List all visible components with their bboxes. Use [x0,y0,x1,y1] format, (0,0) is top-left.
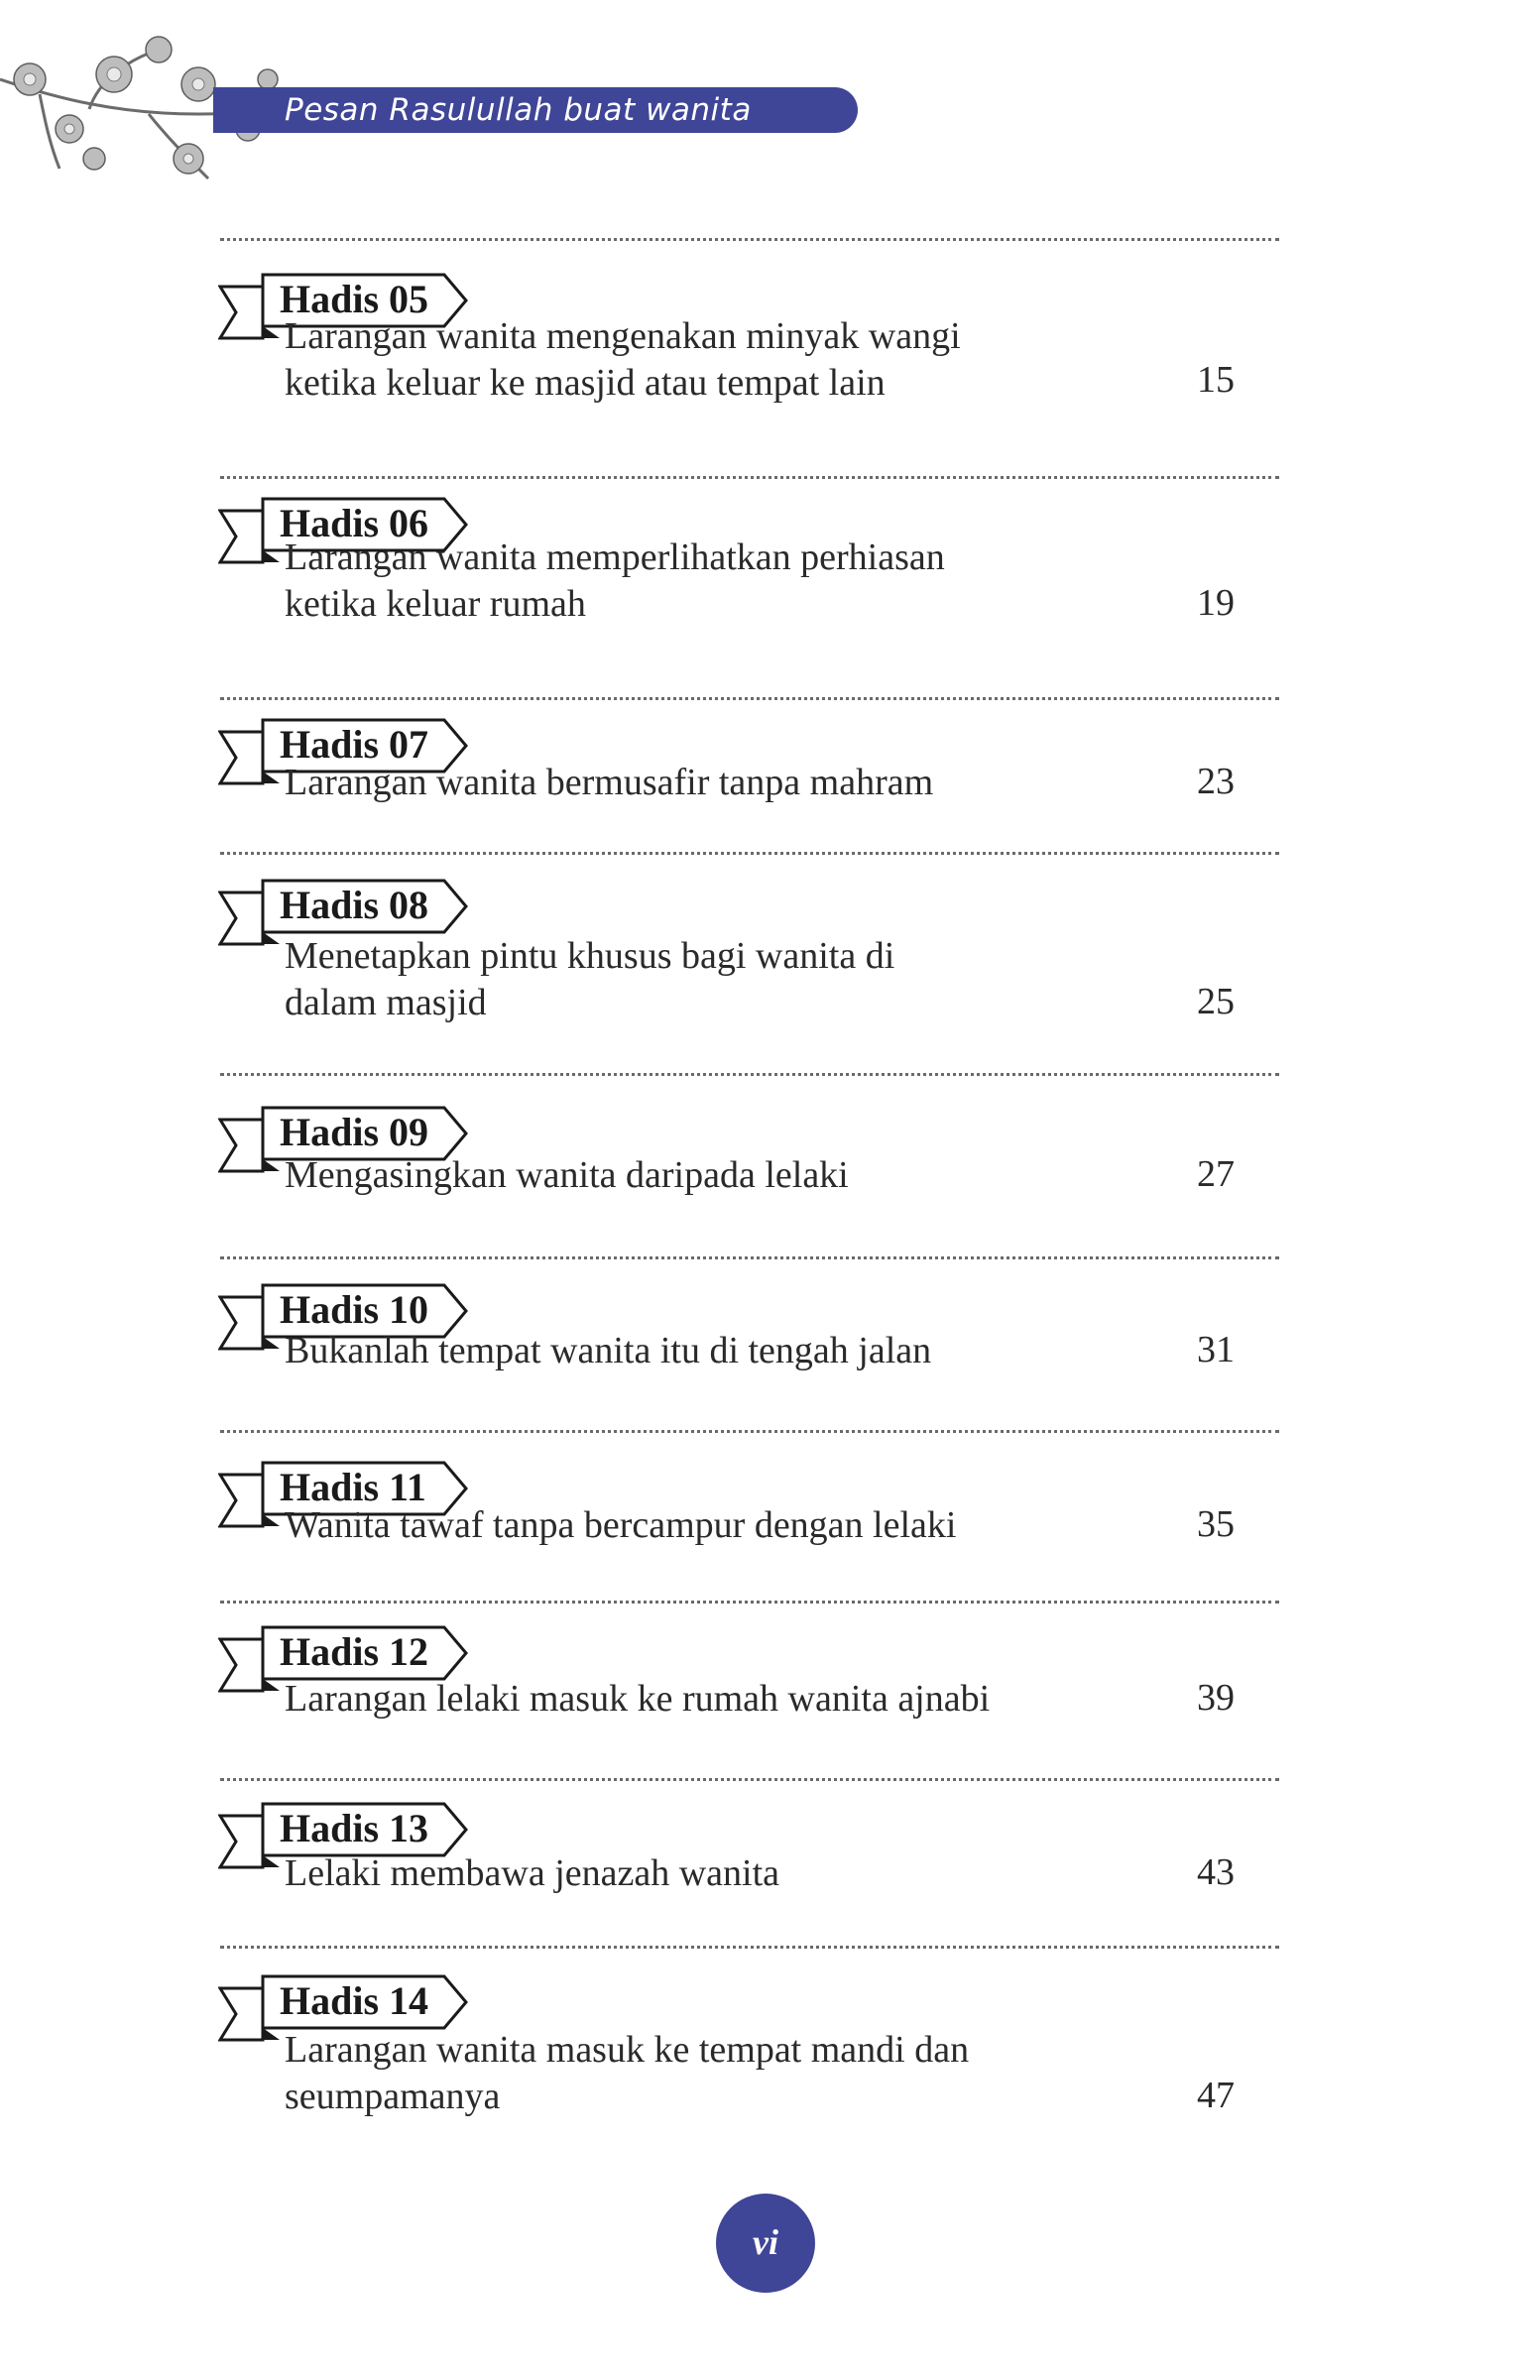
entry-description [285,313,1098,407]
dotted-divider [220,697,1279,700]
entry-description-line: ketika keluar ke masjid atau tempat lain [285,362,886,404]
entry-description-line: Bukanlah tempat wanita itu di tengah jalan [285,1330,932,1371]
entry-description [285,1676,1098,1723]
entry-description [285,2027,1098,2120]
entry-page-number[interactable]: 19 [1197,582,1235,624]
entry-description [285,1850,1098,1897]
hadis-label: Hadis 07 [280,722,429,767]
entry-description-line: Larangan wanita masuk ke tempat mandi dan [285,2029,970,2071]
dotted-divider [220,1073,1279,1076]
hadis-label-badge [218,1802,468,1857]
dotted-divider [220,1946,1279,1949]
hadis-label: Hadis 14 [280,1978,429,2023]
dotted-divider [220,1256,1279,1259]
hadis-label: Hadis 10 [280,1287,429,1332]
entry-page-number[interactable]: 15 [1197,359,1235,401]
entry-page-number[interactable]: 27 [1197,1153,1235,1195]
entry-description-line: dalam masjid [285,982,487,1023]
entry-description-line: seumpamanya [285,2076,501,2117]
entry-description [285,1502,1098,1549]
entry-page-number[interactable]: 25 [1197,981,1235,1022]
hadis-label: Hadis 13 [280,1806,429,1850]
entry-description-line: Larangan wanita bermusafir tanpa mahram [285,762,934,803]
dotted-divider [220,1778,1279,1781]
entry-description [285,760,1098,806]
hadis-label: Hadis 05 [280,277,429,321]
entry-page-number[interactable]: 23 [1197,761,1235,802]
entry-page-number[interactable]: 39 [1197,1677,1235,1719]
hadis-label-badge [218,1625,468,1681]
entry-description-line: Lelaki membawa jenazah wanita [285,1852,780,1894]
entry-page-number[interactable]: 47 [1197,2075,1235,2116]
hadis-label-badge [218,1974,468,2030]
entry-description-line: Menetapkan pintu khusus bagi wanita di [285,935,895,977]
entry-description-line: Wanita tawaf tanpa bercampur dengan lelaki [285,1504,957,1546]
hadis-label: Hadis 08 [280,883,429,927]
dotted-divider [220,476,1279,479]
page-number: vi [753,2222,778,2262]
dotted-divider [220,1430,1279,1433]
entry-description [285,535,1098,628]
entry-description [285,1328,1098,1374]
entry-description-line: Mengasingkan wanita daripada lelaki [285,1154,849,1196]
entry-description-line: Larangan wanita memperlihatkan perhiasan [285,536,945,578]
dotted-divider [220,852,1279,855]
page-number-badge [716,2194,815,2293]
dotted-divider [220,238,1279,241]
entry-description-line: ketika keluar rumah [285,583,586,625]
entry-page-number[interactable]: 31 [1197,1329,1235,1370]
running-title: Pesan Rasulullah buat wanita [285,92,752,128]
hadis-label: Hadis 12 [280,1629,429,1674]
entry-description-line: Larangan lelaki masuk ke rumah wanita ajnabi [285,1678,991,1720]
hadis-label: Hadis 11 [280,1465,426,1509]
entry-description [285,1152,1098,1199]
entry-page-number[interactable]: 43 [1197,1851,1235,1893]
entry-page-number[interactable]: 35 [1197,1503,1235,1545]
hadis-label-badge [218,879,468,934]
running-header-bar [213,87,858,133]
hadis-label: Hadis 09 [280,1110,429,1154]
dotted-divider [220,1601,1279,1604]
entry-description [285,933,1098,1026]
hadis-label: Hadis 06 [280,501,429,545]
entry-description-line: Larangan wanita mengenakan minyak wangi [285,315,961,357]
